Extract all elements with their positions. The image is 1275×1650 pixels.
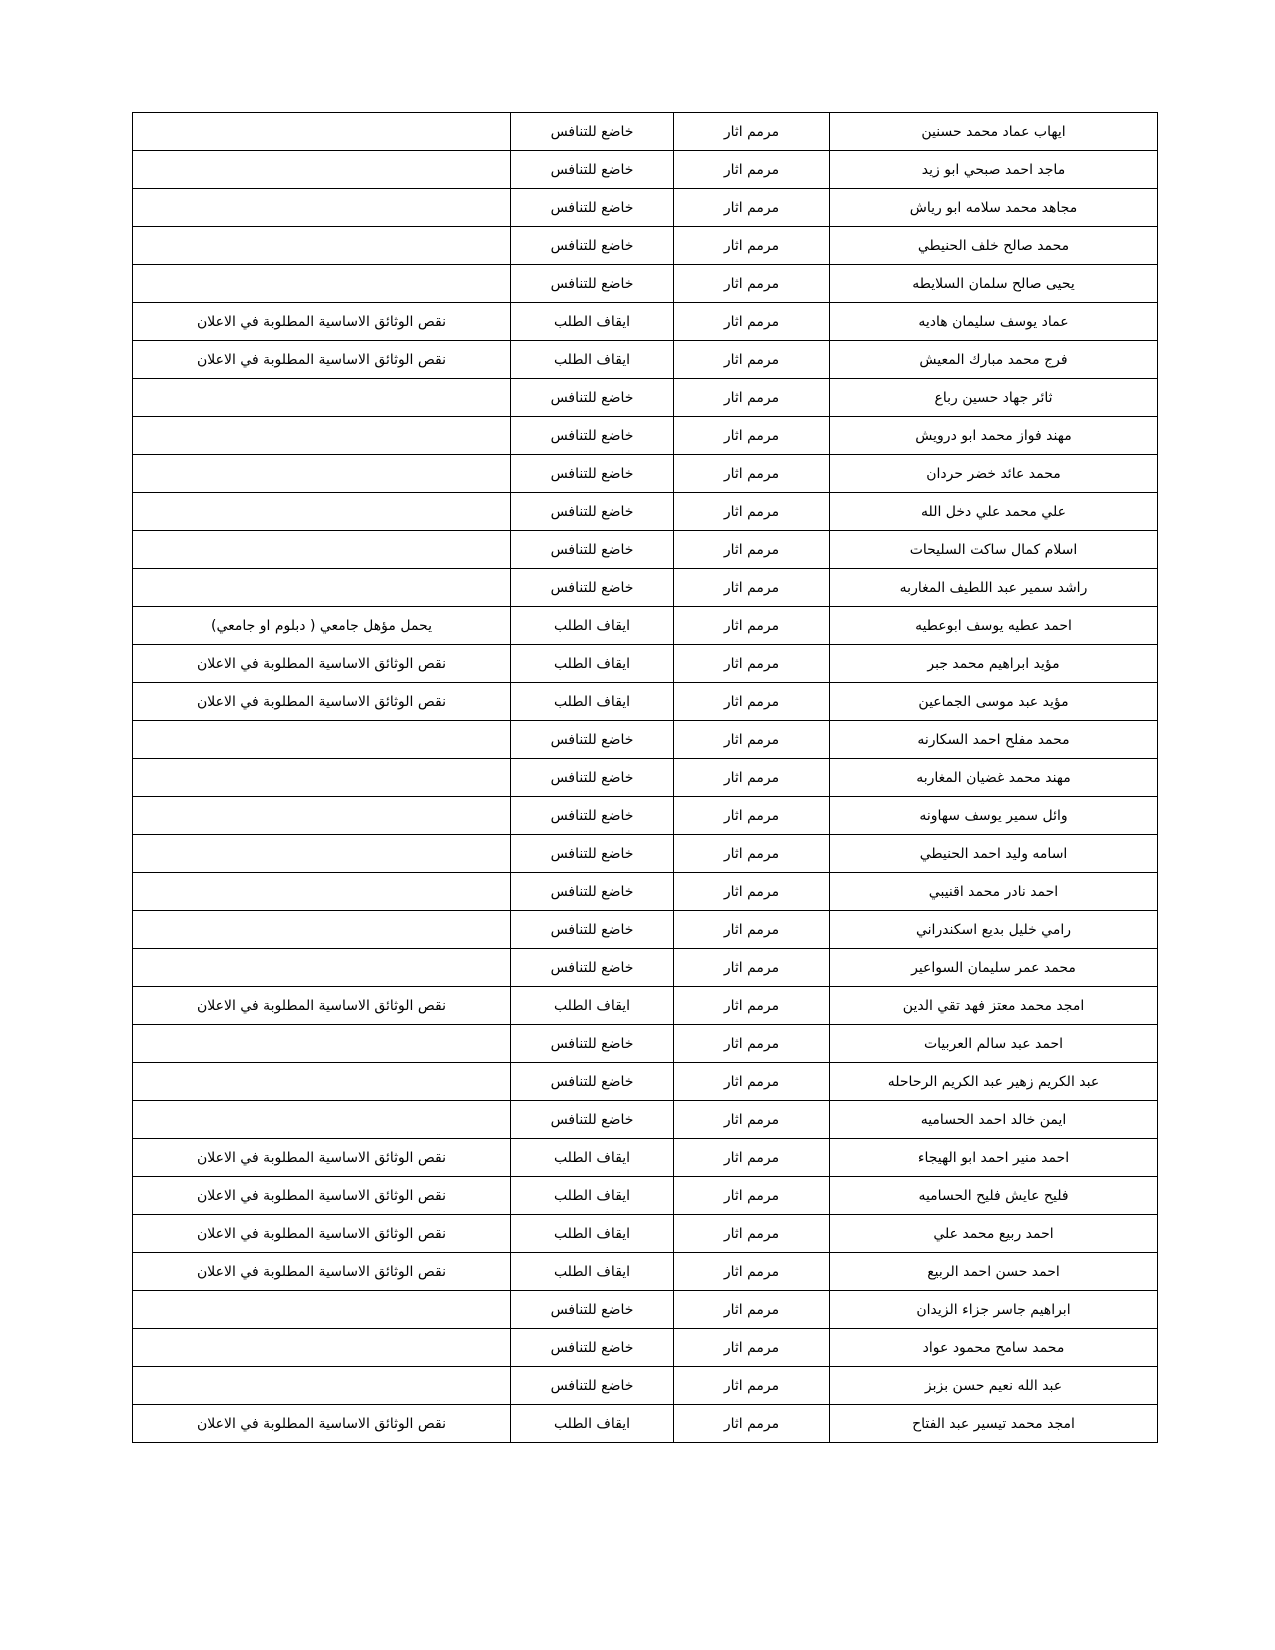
job-title-cell: مرمم اثار	[674, 113, 830, 151]
table-row	[133, 1291, 1158, 1329]
job-title-cell: مرمم اثار	[674, 1063, 830, 1101]
notes-cell	[133, 493, 511, 531]
application-status-cell: خاضع للتنافس	[511, 721, 674, 759]
job-title-cell: مرمم اثار	[674, 835, 830, 873]
job-title-cell: مرمم اثار	[674, 1025, 830, 1063]
notes-cell: نقص الوثائق الاساسية المطلوبة في الاعلان	[133, 303, 511, 341]
application-status-cell: خاضع للتنافس	[511, 835, 674, 873]
notes-cell	[133, 835, 511, 873]
table-row	[133, 607, 1158, 645]
table-row	[133, 265, 1158, 303]
table-row	[133, 759, 1158, 797]
notes-cell	[133, 151, 511, 189]
notes-cell: يحمل مؤهل جامعي ( دبلوم او جامعي)	[133, 607, 511, 645]
notes-cell	[133, 113, 511, 151]
applicant-name-cell: ابراهيم جاسر جزاء الزيدان	[830, 1291, 1158, 1329]
application-status-cell: خاضع للتنافس	[511, 379, 674, 417]
application-status-cell: خاضع للتنافس	[511, 493, 674, 531]
notes-cell: نقص الوثائق الاساسية المطلوبة في الاعلان	[133, 1405, 511, 1443]
table-row	[133, 1215, 1158, 1253]
applicant-name-cell: احمد عبد سالم العربيات	[830, 1025, 1158, 1063]
notes-cell	[133, 911, 511, 949]
table-row	[133, 493, 1158, 531]
applicant-name-cell: محمد صالح خلف الحنيطي	[830, 227, 1158, 265]
notes-cell	[133, 949, 511, 987]
application-status-cell: خاضع للتنافس	[511, 1101, 674, 1139]
notes-cell	[133, 1291, 511, 1329]
applicant-name-cell: محمد سامح محمود عواد	[830, 1329, 1158, 1367]
job-title-cell: مرمم اثار	[674, 759, 830, 797]
application-status-cell: ايقاف الطلب	[511, 987, 674, 1025]
job-title-cell: مرمم اثار	[674, 1367, 830, 1405]
application-status-cell: ايقاف الطلب	[511, 1405, 674, 1443]
job-title-cell: مرمم اثار	[674, 1139, 830, 1177]
notes-cell: نقص الوثائق الاساسية المطلوبة في الاعلان	[133, 1139, 511, 1177]
applicant-name-cell: احمد نادر محمد اقنيبي	[830, 873, 1158, 911]
application-status-cell: خاضع للتنافس	[511, 1025, 674, 1063]
table-row	[133, 1405, 1158, 1443]
applicant-name-cell: علي محمد علي دخل الله	[830, 493, 1158, 531]
table-row	[133, 1329, 1158, 1367]
notes-cell	[133, 379, 511, 417]
job-title-cell: مرمم اثار	[674, 379, 830, 417]
table-row	[133, 303, 1158, 341]
notes-cell	[133, 1329, 511, 1367]
notes-cell	[133, 1101, 511, 1139]
application-status-cell: خاضع للتنافس	[511, 265, 674, 303]
job-title-cell: مرمم اثار	[674, 569, 830, 607]
job-title-cell: مرمم اثار	[674, 873, 830, 911]
application-status-cell: خاضع للتنافس	[511, 759, 674, 797]
table-row	[133, 1063, 1158, 1101]
applicant-name-cell: محمد عمر سليمان السواعير	[830, 949, 1158, 987]
job-title-cell: مرمم اثار	[674, 1405, 830, 1443]
table-row	[133, 721, 1158, 759]
job-title-cell: مرمم اثار	[674, 303, 830, 341]
job-title-cell: مرمم اثار	[674, 1329, 830, 1367]
notes-cell	[133, 531, 511, 569]
job-title-cell: مرمم اثار	[674, 455, 830, 493]
application-status-cell: خاضع للتنافس	[511, 873, 674, 911]
table-row	[133, 531, 1158, 569]
table-row	[133, 151, 1158, 189]
notes-cell	[133, 265, 511, 303]
applicant-name-cell: ايمن خالد احمد الحساميه	[830, 1101, 1158, 1139]
notes-cell	[133, 417, 511, 455]
notes-cell	[133, 1025, 511, 1063]
job-title-cell: مرمم اثار	[674, 531, 830, 569]
table-row	[133, 949, 1158, 987]
notes-cell	[133, 721, 511, 759]
notes-cell	[133, 189, 511, 227]
table-row	[133, 1139, 1158, 1177]
table-row	[133, 1367, 1158, 1405]
job-title-cell: مرمم اثار	[674, 341, 830, 379]
applicant-name-cell: يحيى صالح سلمان السلايطه	[830, 265, 1158, 303]
table-row	[133, 911, 1158, 949]
notes-cell	[133, 759, 511, 797]
job-title-cell: مرمم اثار	[674, 1177, 830, 1215]
table-row	[133, 417, 1158, 455]
table-row	[133, 987, 1158, 1025]
application-status-cell: خاضع للتنافس	[511, 151, 674, 189]
notes-cell: نقص الوثائق الاساسية المطلوبة في الاعلان	[133, 645, 511, 683]
applicant-name-cell: محمد عائد خضر حردان	[830, 455, 1158, 493]
application-status-cell: ايقاف الطلب	[511, 607, 674, 645]
job-title-cell: مرمم اثار	[674, 607, 830, 645]
application-status-cell: ايقاف الطلب	[511, 1253, 674, 1291]
notes-cell: نقص الوثائق الاساسية المطلوبة في الاعلان	[133, 683, 511, 721]
table-row	[133, 797, 1158, 835]
applicant-name-cell: احمد منير احمد ابو الهيجاء	[830, 1139, 1158, 1177]
application-status-cell: خاضع للتنافس	[511, 113, 674, 151]
job-title-cell: مرمم اثار	[674, 797, 830, 835]
table-row	[133, 683, 1158, 721]
applicant-name-cell: راشد سمير عبد اللطيف المغاربه	[830, 569, 1158, 607]
applicant-name-cell: مهند محمد غضيان المغاربه	[830, 759, 1158, 797]
job-title-cell: مرمم اثار	[674, 1101, 830, 1139]
application-status-cell: خاضع للتنافس	[511, 1329, 674, 1367]
applicant-name-cell: رامي خليل بديع اسكندراني	[830, 911, 1158, 949]
table-row	[133, 113, 1158, 151]
applicant-name-cell: محمد مفلح احمد السكارنه	[830, 721, 1158, 759]
application-status-cell: خاضع للتنافس	[511, 531, 674, 569]
table-row	[133, 189, 1158, 227]
application-status-cell: خاضع للتنافس	[511, 569, 674, 607]
table-row	[133, 1253, 1158, 1291]
applicants-table-body	[133, 113, 1158, 1443]
applicant-name-cell: عبد الله نعيم حسن بزبز	[830, 1367, 1158, 1405]
job-title-cell: مرمم اثار	[674, 721, 830, 759]
table-row	[133, 455, 1158, 493]
job-title-cell: مرمم اثار	[674, 645, 830, 683]
application-status-cell: ايقاف الطلب	[511, 1139, 674, 1177]
applicant-name-cell: امجد محمد معتز فهد تقي الدين	[830, 987, 1158, 1025]
application-status-cell: خاضع للتنافس	[511, 227, 674, 265]
table-row	[133, 1025, 1158, 1063]
application-status-cell: خاضع للتنافس	[511, 189, 674, 227]
job-title-cell: مرمم اثار	[674, 949, 830, 987]
applicant-name-cell: وائل سمير يوسف سهاونه	[830, 797, 1158, 835]
applicant-name-cell: عبد الكريم زهير عبد الكريم الرحاحله	[830, 1063, 1158, 1101]
table-row	[133, 227, 1158, 265]
table-row	[133, 645, 1158, 683]
application-status-cell: خاضع للتنافس	[511, 1063, 674, 1101]
table-row	[133, 873, 1158, 911]
application-status-cell: خاضع للتنافس	[511, 1367, 674, 1405]
applicant-name-cell: احمد عطيه يوسف ابوعطيه	[830, 607, 1158, 645]
table-row	[133, 341, 1158, 379]
job-title-cell: مرمم اثار	[674, 227, 830, 265]
notes-cell	[133, 227, 511, 265]
application-status-cell: ايقاف الطلب	[511, 341, 674, 379]
applicant-name-cell: فرج محمد مبارك المعيش	[830, 341, 1158, 379]
applicant-name-cell: ايهاب عماد محمد حسنين	[830, 113, 1158, 151]
table-row	[133, 379, 1158, 417]
job-title-cell: مرمم اثار	[674, 1291, 830, 1329]
applicant-name-cell: فليح عايش فليح الحساميه	[830, 1177, 1158, 1215]
notes-cell	[133, 1063, 511, 1101]
application-status-cell: خاضع للتنافس	[511, 417, 674, 455]
notes-cell: نقص الوثائق الاساسية المطلوبة في الاعلان	[133, 1177, 511, 1215]
application-status-cell: خاضع للتنافس	[511, 911, 674, 949]
application-status-cell: خاضع للتنافس	[511, 797, 674, 835]
notes-cell: نقص الوثائق الاساسية المطلوبة في الاعلان	[133, 1215, 511, 1253]
table-row	[133, 1101, 1158, 1139]
application-status-cell: ايقاف الطلب	[511, 303, 674, 341]
application-status-cell: ايقاف الطلب	[511, 1215, 674, 1253]
application-status-cell: ايقاف الطلب	[511, 645, 674, 683]
notes-cell	[133, 797, 511, 835]
notes-cell: نقص الوثائق الاساسية المطلوبة في الاعلان	[133, 987, 511, 1025]
application-status-cell: خاضع للتنافس	[511, 949, 674, 987]
application-status-cell: ايقاف الطلب	[511, 683, 674, 721]
table-row	[133, 1177, 1158, 1215]
job-title-cell: مرمم اثار	[674, 1253, 830, 1291]
job-title-cell: مرمم اثار	[674, 911, 830, 949]
notes-cell	[133, 873, 511, 911]
applicant-name-cell: ماجد احمد صبحي ابو زيد	[830, 151, 1158, 189]
notes-cell: نقص الوثائق الاساسية المطلوبة في الاعلان	[133, 341, 511, 379]
applicant-name-cell: اسامه وليد احمد الحنيطي	[830, 835, 1158, 873]
job-title-cell: مرمم اثار	[674, 493, 830, 531]
job-title-cell: مرمم اثار	[674, 683, 830, 721]
notes-cell	[133, 455, 511, 493]
notes-cell	[133, 569, 511, 607]
notes-cell	[133, 1367, 511, 1405]
application-status-cell: خاضع للتنافس	[511, 1291, 674, 1329]
applicant-name-cell: احمد حسن احمد الربيع	[830, 1253, 1158, 1291]
job-title-cell: مرمم اثار	[674, 189, 830, 227]
job-title-cell: مرمم اثار	[674, 987, 830, 1025]
applicant-name-cell: مؤيد ابراهيم محمد جبر	[830, 645, 1158, 683]
job-title-cell: مرمم اثار	[674, 265, 830, 303]
table-row	[133, 569, 1158, 607]
applicant-name-cell: احمد ربيع محمد علي	[830, 1215, 1158, 1253]
job-title-cell: مرمم اثار	[674, 151, 830, 189]
notes-cell: نقص الوثائق الاساسية المطلوبة في الاعلان	[133, 1253, 511, 1291]
application-status-cell: خاضع للتنافس	[511, 455, 674, 493]
applicant-name-cell: عماد يوسف سليمان هاديه	[830, 303, 1158, 341]
applicant-name-cell: ثائر جهاد حسين رباع	[830, 379, 1158, 417]
table-row	[133, 835, 1158, 873]
job-title-cell: مرمم اثار	[674, 417, 830, 455]
applicant-name-cell: مجاهد محمد سلامه ابو رياش	[830, 189, 1158, 227]
job-title-cell: مرمم اثار	[674, 1215, 830, 1253]
applicant-name-cell: امجد محمد تيسير عبد الفتاح	[830, 1405, 1158, 1443]
applicant-name-cell: مؤيد عبد موسى الجماعين	[830, 683, 1158, 721]
applicant-name-cell: مهند فواز محمد ابو درويش	[830, 417, 1158, 455]
applicants-table	[132, 112, 1158, 1443]
applicant-name-cell: اسلام كمال ساكت السليحات	[830, 531, 1158, 569]
application-status-cell: ايقاف الطلب	[511, 1177, 674, 1215]
